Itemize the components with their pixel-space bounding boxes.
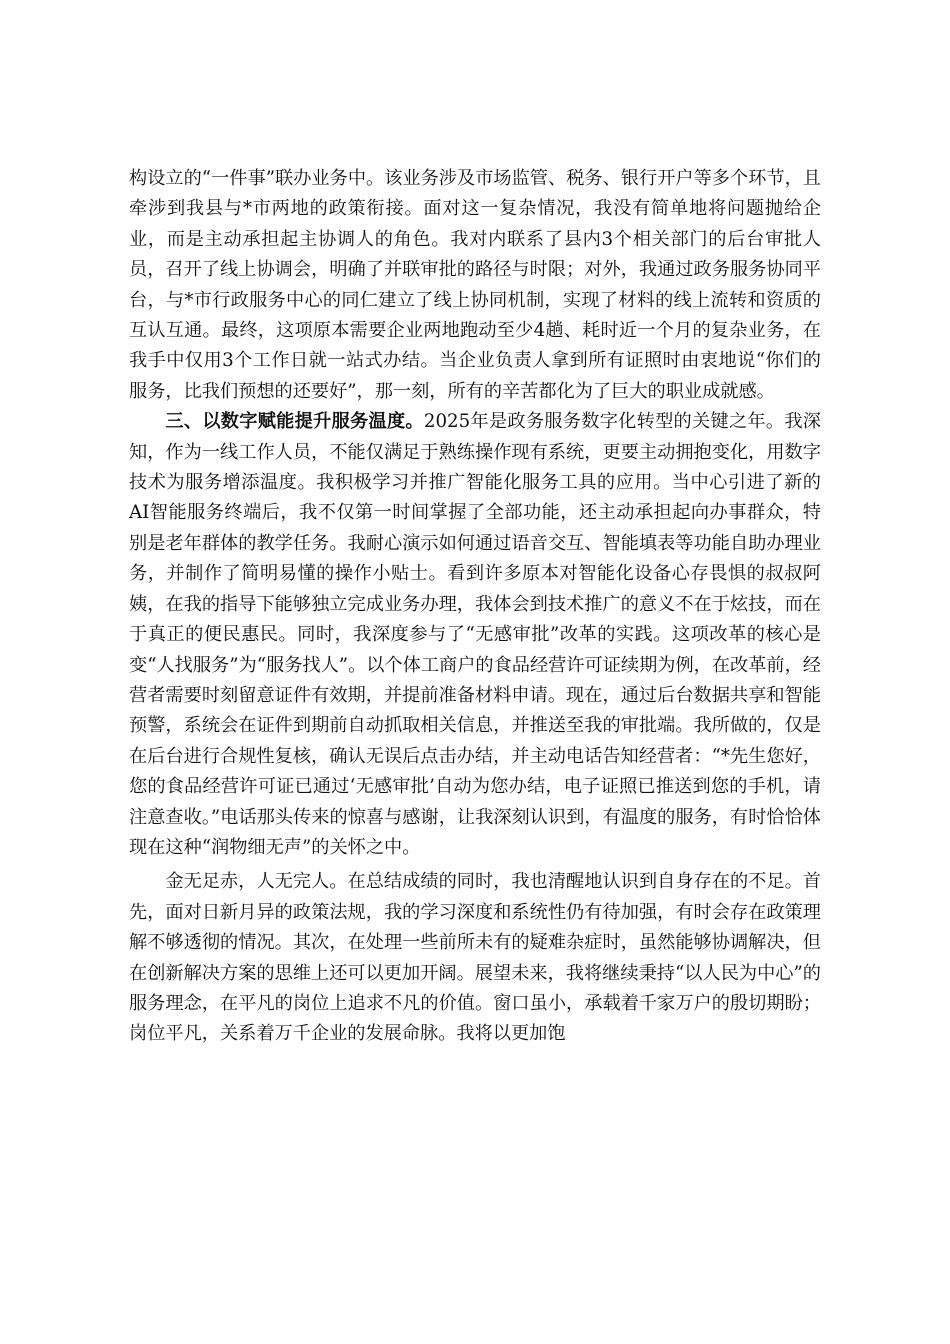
paragraph-text: 构设立的“一件事”联办业务中。该业务涉及市场监管、税务、银行开户等多个环节，且牵涉到我县与*市两地的政策衔接。面对这一复杂情况，我没有简单地将问题抛给企业，而是主动承担起主协调人的角色。我对内联系了县内3个相关部门的后台审批人员，召开了线上协调会，明确了并联审批的路径与时限；对外，我通过政务服务协同平台，与*市行政服务中心的同仁建立了线上协同机制，实现了材料的线上流转和资质的互认互通。最终，这项原本需要企业两地跑动至少4趟、耗时近一个月的复杂业务，在我手中仅用3个工作日就一站式办结。当企业负责人拿到所有证照时由衷地说“你们的服务，比我们预想的还要好”，那一刻，所有的辛苦都化为了巨大的职业成就感。 — [129, 168, 821, 402]
paragraph-continued — [129, 164, 821, 407]
paragraph-text: 金无足赤，人无完人。在总结成绩的同时，我也清醒地认识到自身存在的不足。首先，面对日新月异的政策法规，我的学习深度和系统性仍有待加强，有时会存在政策理解不够透彻的情况。其次，在处理一些前所未有的疑难杂症时，虽然能够协调解决，但在创新解决方案的思维上还可以更加开阔。展望未来，我将继续秉持“以人民为中心”的服务理念，在平凡的岗位上追求不凡的价值。窗口虽小，承载着千家万户的殷切期盼；岗位平凡，关系着万千企业的发展命脉。我将以更加饱 — [129, 871, 821, 1045]
paragraph-summary — [129, 867, 821, 1049]
document-page — [129, 164, 821, 1050]
paragraph-text: 2025年是政务服务数字化转型的关键之年。我深知，作为一线工作人员，不能仅满足于熟练操作现有系统，更要主动拥抱变化，用数字技术为服务增添温度。我积极学习并推广智能化服务工具的应用。当中心引进了新的AI智能服务终端后，我不仅第一时间掌握了全部功能，还主动承担起向办事群众，特别是老年群体的教学任务。我耐心演示如何通过语音交互、智能填表等功能自助办理业务，并制作了简明易懂的操作小贴士。看到许多原本对智能化设备心存畏惧的叔叔阿姨，在我的指导下能够独立完成业务办理，我体会到技术推广的意义不在于炫技，而在于真正的便民惠民。同时，我深度参与了“无感审批”改革的实践。这项改革的核心是变“人找服务”为“服务找人”。以个体工商户的食品经营许可证续期为例，在改革前，经营者需要时刻留意证件有效期，并提前准备材料申请。现在，通过后台数据共享和智能预警，系统会在证件到期前自动抓取相关信息，并推送至我的审批端。我所做的，仅是在后台进行合规性复核，确认无误后点击办结，并主动电话告知经营者：“*先生您好，您的食品经营许可证已通过‘无感审批’自动为您办结，电子证照已推送到您的手机，请注意查收。”电话那头传来的惊喜与感谢，让我深刻认识到，有温度的服务，有时恰恰体现在这种“润物细无声”的关怀之中。 — [129, 411, 821, 858]
section-heading: 三、以数字赋能提升服务温度。 — [165, 411, 424, 433]
paragraph-section-three — [129, 407, 821, 863]
